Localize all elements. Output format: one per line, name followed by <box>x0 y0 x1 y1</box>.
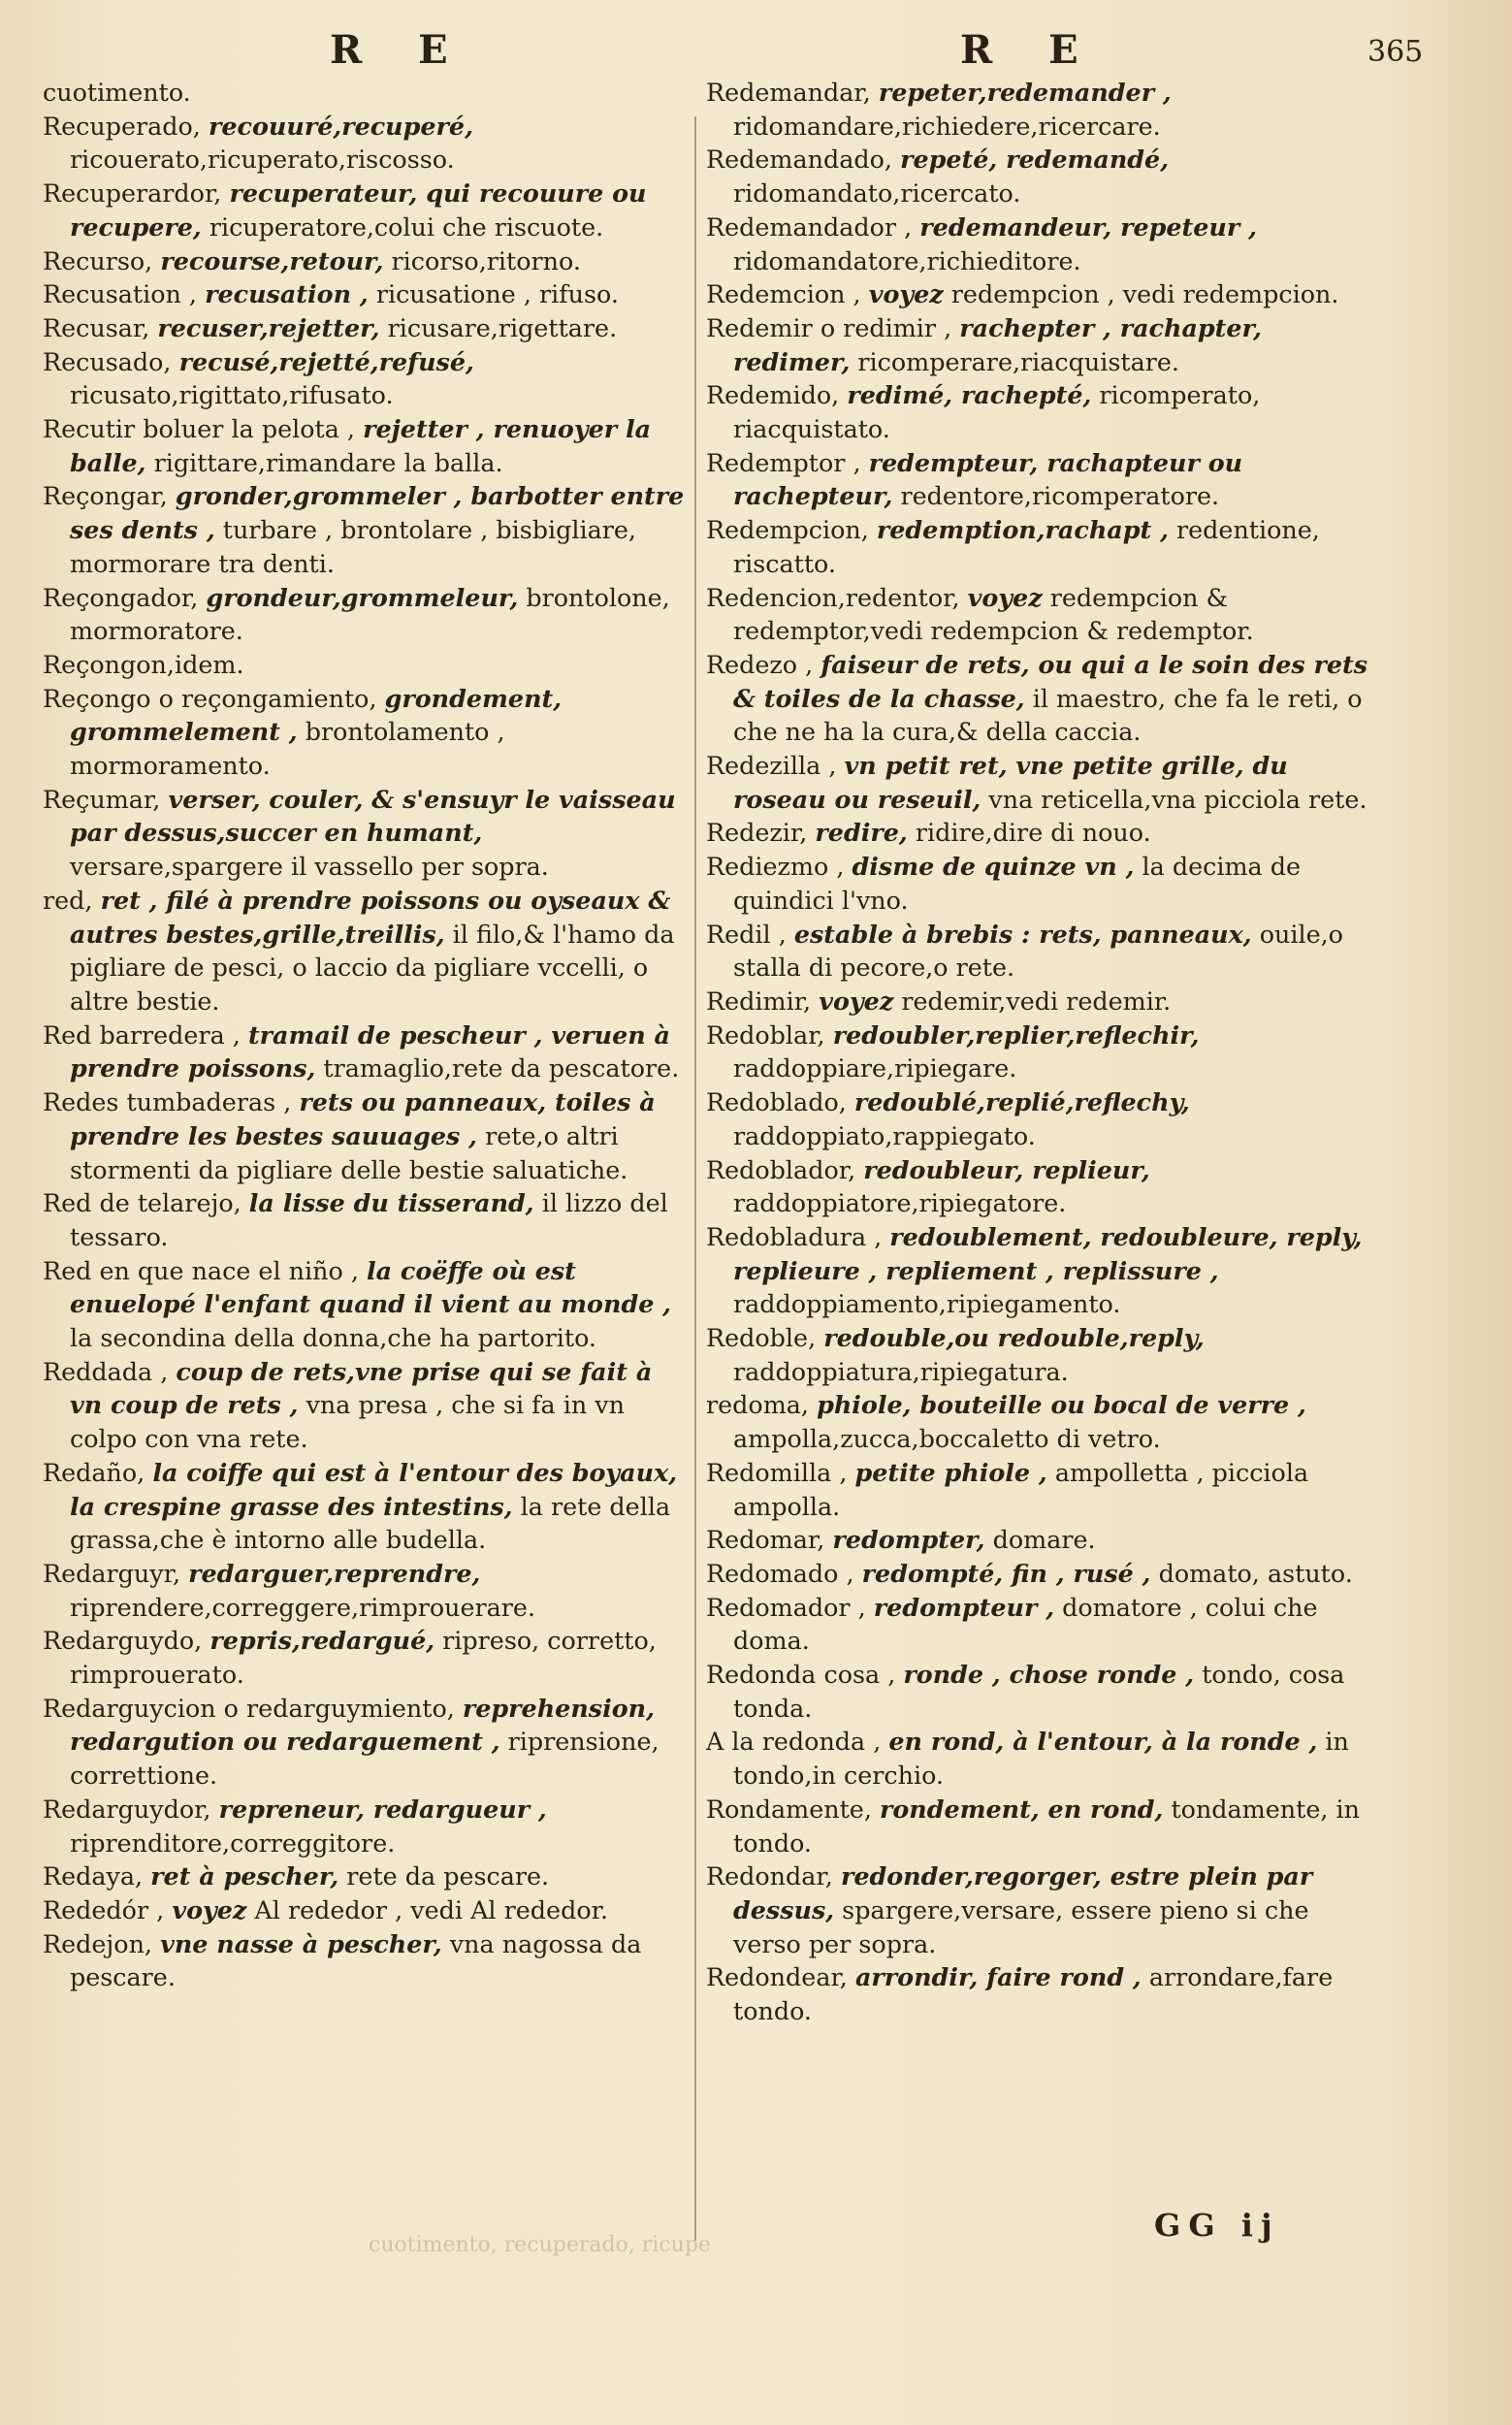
entry-french-gloss: grondeur,grommeleur, <box>206 582 519 612</box>
entry-french-gloss: rondement, en rond, <box>879 1794 1164 1824</box>
entry-headword: Redomar, <box>706 1525 825 1555</box>
entry-italian-gloss: raddoppiatura,ripiegatura. <box>733 1356 1069 1386</box>
entry-headword: Rededór , <box>43 1894 165 1924</box>
dictionary-entry <box>706 1085 1369 1152</box>
entry-italian-gloss: versare,spargere il vassello per sopra. <box>70 852 549 882</box>
dictionary-entry <box>706 816 1369 850</box>
entry-headword: Redemptor , <box>706 447 861 477</box>
entry-french-gloss: rets ou panneaux, toiles à prendre les bestes sauuages , <box>70 1087 656 1150</box>
entry-headword: Rediezmo , <box>706 852 845 882</box>
entry-italian-gloss: brontolamento , mormoramento. <box>70 717 505 781</box>
entry-headword: Redemandado, <box>706 145 892 175</box>
dictionary-entry <box>43 783 685 884</box>
entry-french-gloss: phiole, bouteille ou bocal de verre , <box>817 1390 1306 1420</box>
entry-headword: Redarguyr, <box>43 1558 181 1588</box>
entry-headword: Redemcion , <box>706 279 861 309</box>
entry-headword: redoma, <box>706 1390 809 1420</box>
dictionary-entry <box>43 244 685 278</box>
entry-italian-gloss: vna presa , che si fa in vn colpo con vna rete. <box>70 1390 626 1454</box>
dictionary-entry <box>43 1859 685 1893</box>
dictionary-entry <box>706 1557 1369 1591</box>
entry-french-gloss: redemption,rachapt , <box>876 515 1169 545</box>
header-right: R E <box>960 27 1100 73</box>
entry-french-gloss: voyez <box>819 986 894 1016</box>
entry-headword: Redarguycion o redarguymiento, <box>43 1693 455 1723</box>
entry-french-gloss: redarguer,reprendre, <box>188 1558 481 1588</box>
entry-italian-gloss: domato, astuto. <box>1158 1558 1353 1588</box>
entry-italian-gloss: ridire,dire di nouo. <box>915 818 1151 848</box>
entry-french-gloss: reprehension, redargution ou redarguement , <box>70 1693 655 1757</box>
dictionary-entry <box>43 1624 685 1691</box>
entry-french-gloss: redoublé,replié,reflechy, <box>853 1087 1190 1117</box>
entry-french-gloss: redempteur, rachapteur ou rachepteur, <box>733 447 1243 511</box>
dictionary-entry <box>43 682 685 783</box>
entry-headword: Recuperado, <box>43 111 201 141</box>
dictionary-entry <box>43 1018 685 1085</box>
entry-headword: Redaya, <box>43 1861 144 1892</box>
entry-italian-gloss: ridomandare,richiedere,ricercare. <box>733 111 1161 141</box>
entry-headword: Redonda cosa , <box>706 1660 896 1690</box>
entry-italian-gloss: ridomandato,ricercato. <box>733 178 1021 209</box>
entry-headword: Red de telarejo, <box>43 1188 241 1218</box>
entry-italian-gloss: rigittare,rimandare la balla. <box>153 447 503 477</box>
entry-headword: Recuperardor, <box>43 178 222 209</box>
dictionary-entry <box>43 345 685 412</box>
entry-italian-gloss: ricusatione , rifuso. <box>375 279 619 309</box>
entry-headword: Redoble, <box>706 1323 817 1353</box>
column-divider <box>694 116 696 2241</box>
entry-headword: Reçumar, <box>43 784 161 814</box>
entry-headword: Redemandador , <box>706 211 913 242</box>
dictionary-entry <box>706 277 1369 311</box>
right-column <box>706 76 1369 2028</box>
dictionary-entry <box>43 110 685 177</box>
entry-headword: Recutir boluer la pelota , <box>43 414 355 444</box>
entry-italian-gloss: vna nagossa da pescare. <box>70 1928 642 1992</box>
entry-italian-gloss: in tondo,in cerchio. <box>733 1727 1349 1791</box>
entry-french-gloss: la coiffe qui est à l'entour des boyaux, la crespine grasse des intestins, <box>70 1457 678 1521</box>
entry-french-gloss: recuperateur, qui recouure ou recupere, <box>70 178 647 242</box>
dictionary-entry <box>706 1793 1369 1859</box>
entry-italian-gloss: riprenditore,correggitore. <box>70 1827 396 1858</box>
dictionary-entry <box>706 378 1369 445</box>
entry-italian-gloss: domare. <box>992 1525 1096 1555</box>
entry-italian-gloss: tondamente, in tondo. <box>733 1794 1360 1858</box>
entry-french-gloss: redoublement, redoubleure, reply, replieure , repliement , replissure , <box>733 1221 1363 1285</box>
dictionary-entry <box>706 749 1369 816</box>
entry-headword: Redimir, <box>706 986 812 1016</box>
entry-italian-gloss: ricusato,rigittato,rifusato. <box>70 380 394 410</box>
entry-italian-gloss: vna reticella,vna picciola rete. <box>988 784 1367 814</box>
dictionary-entry <box>43 311 685 345</box>
entry-french-gloss: disme de quinze vn , <box>852 852 1135 882</box>
entry-headword: Redarguydor, <box>43 1794 211 1824</box>
entry-headword: A la redonda , <box>706 1727 882 1757</box>
entry-headword: Redezilla , <box>706 751 837 781</box>
dictionary-entry <box>43 277 685 311</box>
dictionary-entry <box>706 1725 1369 1792</box>
dictionary-entry <box>43 177 685 243</box>
entry-french-gloss: ret , filé à prendre poissons ou oyseaux & autres bestes,grille,treillis, <box>70 885 671 949</box>
entry-headword: Reçongon,idem. <box>43 649 244 679</box>
entry-italian-gloss: ampolla,zucca,boccaletto di vetro. <box>733 1424 1161 1454</box>
entry-headword: Redondear, <box>706 1962 848 1992</box>
entry-french-gloss: recouuré,recuperé, <box>208 111 473 141</box>
entry-italian-gloss: spargere,versare, essere pieno si che verso per sopra. <box>733 1894 1309 1958</box>
entry-italian-gloss: riprensione, correttione. <box>70 1727 659 1791</box>
dictionary-entry <box>43 1456 685 1557</box>
dictionary-entry <box>706 581 1369 648</box>
dictionary-entry <box>43 76 685 110</box>
dictionary-entry <box>43 412 685 479</box>
entry-italian-gloss: redempcion , vedi redempcion. <box>950 279 1339 309</box>
entry-headword: Recusar, <box>43 312 150 342</box>
dictionary-entry <box>706 985 1369 1018</box>
dictionary-entry <box>706 76 1369 143</box>
entry-italian-gloss: raddoppiato,rappiegato. <box>733 1120 1036 1150</box>
entry-italian-gloss: il filo,& l'hamo da pigliare de pesci, o laccio da pigliare vccelli, o altre bestie. <box>70 919 675 1016</box>
left-column <box>43 76 685 1994</box>
dictionary-entry <box>43 581 685 648</box>
dictionary-entry <box>706 1456 1369 1523</box>
entry-headword: Recusado, <box>43 346 172 376</box>
entry-french-gloss: redompter, <box>832 1525 985 1555</box>
entry-french-gloss: voyez <box>967 582 1043 612</box>
entry-headword: Redencion,redentor, <box>706 582 960 612</box>
entry-headword: Redobladura , <box>706 1221 883 1251</box>
entry-french-gloss: recusé,rejetté,refusé, <box>178 346 474 376</box>
entry-french-gloss: faiseur de rets, ou qui a le soin des rets & toiles de la chasse, <box>733 649 1368 713</box>
entry-italian-gloss: tondo, cosa tonda. <box>733 1660 1345 1723</box>
entry-italian-gloss: la secondina della donna,che ha partorito. <box>70 1323 596 1353</box>
entry-french-gloss: redompté, fin , rusé , <box>861 1558 1151 1588</box>
dictionary-entry <box>43 479 685 580</box>
entry-italian-gloss: ricuperatore,colui che riscuote. <box>209 211 604 242</box>
entry-italian-gloss: ouile,o stalla di pecore,o rete. <box>733 919 1343 983</box>
entry-headword: red, <box>43 885 93 915</box>
dictionary-entry <box>43 1557 685 1624</box>
entry-headword: Redoblar, <box>706 1019 825 1050</box>
entry-italian-gloss: ricomperato, riacquistato. <box>733 380 1261 444</box>
entry-french-gloss: repris,redargué, <box>209 1626 435 1656</box>
entry-italian-gloss: il lizzo del tessaro. <box>70 1188 668 1251</box>
dictionary-entry <box>706 918 1369 985</box>
dictionary-entry <box>706 1960 1369 2027</box>
dictionary-entry <box>706 311 1369 378</box>
entry-italian-gloss: la decima de quindici l'vno. <box>733 852 1302 915</box>
entry-french-gloss: recusation , <box>205 279 369 309</box>
page-number: 365 <box>1367 35 1424 69</box>
entry-italian-gloss: redemir,vedi redemir. <box>901 986 1172 1016</box>
entry-headword: Redemir o redimir , <box>706 312 952 342</box>
entry-italian-gloss: ampolletta , picciola ampolla. <box>733 1457 1309 1521</box>
entry-headword: Redemandar, <box>706 78 871 107</box>
entry-headword: Redoblado, <box>706 1087 847 1117</box>
entry-french-gloss: voyez <box>172 1894 247 1924</box>
entry-italian-gloss: il maestro, che fa le reti, o che ne ha la cura,& della caccia. <box>733 683 1363 747</box>
entry-french-gloss: grondement, grommelement , <box>70 683 563 747</box>
entry-french-gloss: recourse,retour, <box>160 245 384 275</box>
entry-italian-gloss: la rete della grassa,che è intorno alle budella. <box>70 1491 671 1555</box>
dictionary-entry <box>43 1893 685 1927</box>
entry-italian-gloss: ricomperare,riacquistare. <box>857 346 1179 376</box>
entry-italian-gloss: turbare , brontolare , bisbigliare, mormorare tra denti. <box>70 515 636 578</box>
entry-headword: Redondar, <box>706 1861 833 1892</box>
entry-headword: Redejon, <box>43 1928 153 1958</box>
entry-french-gloss: estable à brebis : rets, panneaux, <box>793 919 1252 949</box>
entry-headword: Redempcion, <box>706 515 869 545</box>
entry-headword: Redezo , <box>706 649 814 679</box>
dictionary-entry <box>706 1523 1369 1557</box>
entry-headword: cuotimento. <box>43 78 191 107</box>
entry-french-gloss: tramail de pescheur , veruen à prendre poissons, <box>70 1019 670 1083</box>
dictionary-entry <box>706 1018 1369 1085</box>
entry-french-gloss: petite phiole , <box>854 1457 1047 1487</box>
entry-french-gloss: rejetter , renuoyer la balle, <box>70 414 652 477</box>
entry-french-gloss: gronder,grommeler , barbotter entre ses dents , <box>70 481 685 545</box>
dictionary-entry <box>706 210 1369 277</box>
dictionary-entry <box>706 446 1369 513</box>
dictionary-entry <box>43 1793 685 1859</box>
entry-italian-gloss: domatore , colui che doma. <box>733 1592 1318 1656</box>
entry-italian-gloss: rete,o altri stormenti da pigliare delle bestie saluatiche. <box>70 1120 628 1184</box>
entry-italian-gloss: tramaglio,rete da pescatore. <box>323 1053 680 1083</box>
dictionary-entry <box>706 1591 1369 1658</box>
entry-french-gloss: redimé, rachepté, <box>847 380 1092 410</box>
entry-headword: Redes tumbaderas , <box>43 1087 292 1117</box>
entry-italian-gloss: redempcion & redemptor,vedi redempcion & redemptor. <box>733 582 1254 646</box>
dictionary-entry <box>706 1220 1369 1321</box>
entry-french-gloss: redoubler,replier,reflechir, <box>832 1019 1200 1050</box>
entry-italian-gloss: rete da pescare. <box>346 1861 550 1892</box>
entry-headword: Reddada , <box>43 1356 169 1386</box>
dictionary-entry <box>43 884 685 1018</box>
entry-french-gloss: redouble,ou redouble,reply, <box>823 1323 1205 1353</box>
entry-headword: Redarguydo, <box>43 1626 203 1656</box>
entry-french-gloss: coup de rets,vne prise qui se fait à vn coup de rets , <box>70 1356 653 1420</box>
dictionary-entry <box>706 143 1369 210</box>
dictionary-entry <box>706 513 1369 580</box>
entry-headword: Redil , <box>706 919 787 949</box>
dictionary-entry <box>706 1859 1369 1960</box>
entry-headword: Rondamente, <box>706 1794 872 1824</box>
entry-headword: Redomilla , <box>706 1457 848 1487</box>
entry-french-gloss: en rond, à l'entour, à la ronde , <box>888 1727 1318 1757</box>
entry-italian-gloss: ricorso,ritorno. <box>391 245 581 275</box>
entry-italian-gloss: ricouerato,ricuperato,riscosso. <box>70 145 455 175</box>
dictionary-entry <box>706 1388 1369 1455</box>
entry-italian-gloss: ripreso, corretto, rimprouerato. <box>70 1626 657 1690</box>
header-left: R E <box>330 27 469 73</box>
catchword-signature: GG ij <box>1154 2207 1280 2244</box>
dictionary-entry <box>43 1186 685 1253</box>
entry-french-gloss: repeté, redemandé, <box>900 145 1170 175</box>
entry-italian-gloss: raddoppiatore,ripiegatore. <box>733 1188 1067 1218</box>
entry-french-gloss: repeter,redemander , <box>878 78 1172 107</box>
entry-french-gloss: ronde , chose ronde , <box>903 1660 1195 1690</box>
entry-italian-gloss: raddoppiamento,ripiegamento. <box>733 1289 1121 1319</box>
dictionary-entry <box>43 1254 685 1355</box>
entry-french-gloss: vn petit ret, vne petite grille, du roseau ou reseuil, <box>733 751 1288 814</box>
entry-italian-gloss: raddoppiare,ripiegare. <box>733 1053 1017 1083</box>
entry-headword: Red barredera , <box>43 1019 241 1050</box>
dictionary-entry <box>43 1085 685 1186</box>
entry-french-gloss: vne nasse à pescher, <box>160 1928 442 1958</box>
dictionary-entry <box>43 1355 685 1456</box>
entry-french-gloss: redonder,regorger, estre plein par dessus, <box>733 1861 1313 1924</box>
entry-french-gloss: la coëffe où est enuelopé l'enfant quand il vient au monde , <box>70 1255 672 1319</box>
entry-french-gloss: la lisse du tisserand, <box>248 1188 534 1218</box>
entry-headword: Redomador , <box>706 1592 866 1622</box>
entry-french-gloss: arrondir, faire rond , <box>854 1962 1142 1992</box>
entry-headword: Reçongador, <box>43 582 199 612</box>
dictionary-entry <box>43 648 685 682</box>
dictionary-entry <box>706 648 1369 749</box>
entry-italian-gloss: ricusare,rigettare. <box>387 312 618 342</box>
entry-italian-gloss: arrondare,fare tondo. <box>733 1962 1334 2026</box>
entry-italian-gloss: brontolone, mormoratore. <box>70 582 670 646</box>
entry-french-gloss: redompteur , <box>873 1592 1055 1622</box>
entry-headword: Redomado , <box>706 1558 854 1588</box>
entry-headword: Red en que nace el niño , <box>43 1255 359 1285</box>
dictionary-entry <box>706 850 1369 917</box>
entry-french-gloss: ret à pescher, <box>150 1861 339 1892</box>
entry-headword: Recurso, <box>43 245 153 275</box>
dictionary-entry <box>706 1321 1369 1388</box>
entry-headword: Reçongar, <box>43 481 168 511</box>
bleed-through-text: cuotimento, recuperado, ricupe <box>369 2233 711 2257</box>
entry-french-gloss: redemandeur, repeteur , <box>919 211 1257 242</box>
entry-headword: Redoblador, <box>706 1154 856 1184</box>
entry-french-gloss: verser, couler, & s'ensuyr le vaisseau par dessus,succer en humant, <box>70 784 676 848</box>
dictionary-entry <box>43 1927 685 1994</box>
entry-french-gloss: rachepter , rachapter, redimer, <box>733 312 1262 376</box>
entry-italian-gloss: ridomandatore,richieditore. <box>733 245 1081 275</box>
dictionary-entry <box>43 1692 685 1793</box>
dictionary-entry <box>706 1153 1369 1220</box>
entry-french-gloss: redire, <box>815 818 908 848</box>
dictionary-entry <box>706 1658 1369 1725</box>
entry-italian-gloss: redentore,ricomperatore. <box>900 481 1220 511</box>
entry-italian-gloss: Al rededor , vedi Al rededor. <box>254 1894 609 1924</box>
entry-headword: Redaño, <box>43 1457 145 1487</box>
entry-french-gloss: recuser,rejetter, <box>157 312 380 342</box>
entry-headword: Redemido, <box>706 380 840 410</box>
entry-french-gloss: redoubleur, replieur, <box>863 1154 1150 1184</box>
entry-headword: Recusation , <box>43 279 197 309</box>
entry-italian-gloss: redentione, riscatto. <box>733 515 1320 578</box>
entry-italian-gloss: riprendere,correggere,rimprouerare. <box>70 1592 536 1622</box>
entry-headword: Redezir, <box>706 818 808 848</box>
entry-french-gloss: repreneur, redargueur , <box>218 1794 547 1824</box>
entry-headword: Reçongo o reçongamiento, <box>43 683 377 713</box>
entry-french-gloss: voyez <box>868 279 944 309</box>
